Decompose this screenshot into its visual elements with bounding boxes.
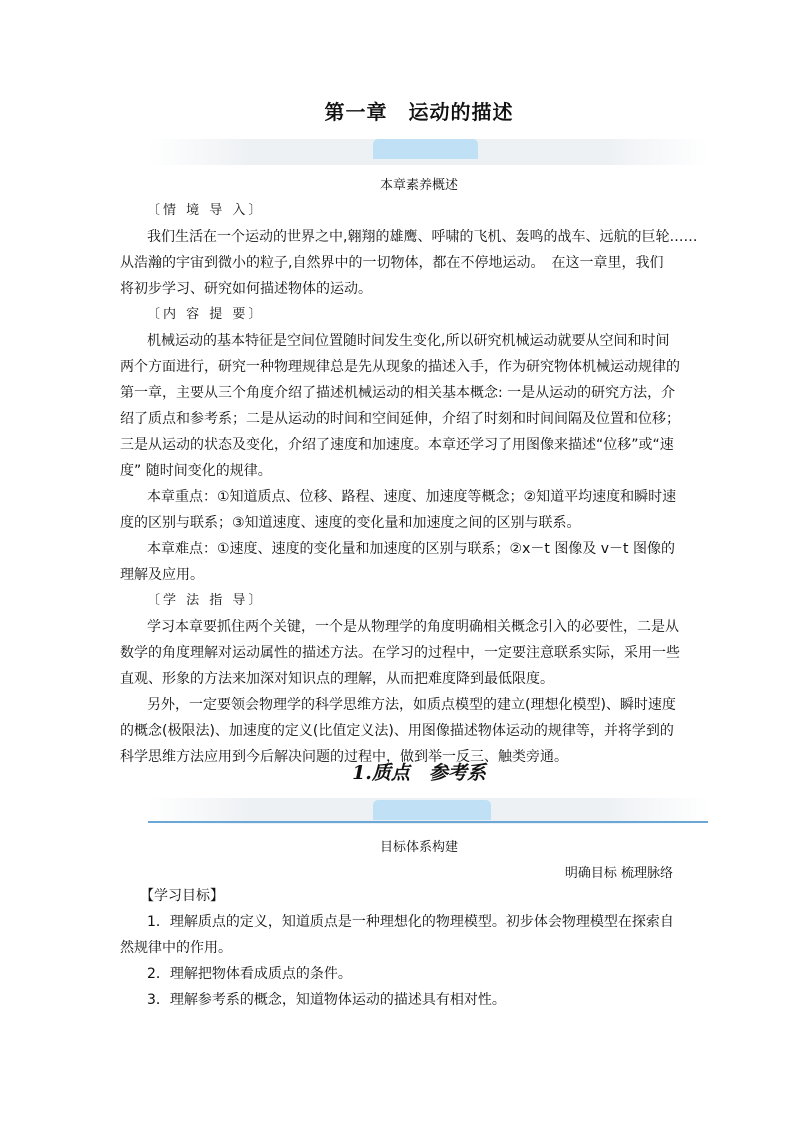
goals-body (120, 883, 676, 1013)
section-heading: 目标体系构建 (379, 840, 458, 855)
section-subtitle: 明确目标 梳理脉络 (564, 866, 673, 881)
content-line: 绍了质点和参考系；二是从运动的时间和空间延伸，介绍了时刻和时间间隔及位置和位移； (120, 411, 680, 427)
method-line: 直观、形象的方法来加深对知识点的理解，从而把难度降到最低限度。 (120, 671, 554, 687)
intro-label: 〔情 境 导 入〕 (147, 203, 265, 218)
intro-line: 从浩瀚的宇宙到微小的粒子,自然界中的一切物体，都在不停地运动。 在这一章里，我们 (120, 255, 664, 271)
section-band-tab (373, 800, 491, 820)
content-line: 度” 随时间变化的规律。 (120, 463, 272, 479)
goal-line: 然规律中的作用。 (120, 940, 232, 956)
content-line: 两个方面进行，研究一种物理规律总是先从现象的描述入手，作为研究物体机械运动规律的 (120, 359, 680, 375)
header-band (148, 139, 708, 165)
difficulties-line: 理解及应用。 (120, 567, 204, 583)
goal-line: 3．理解参考系的概念，知道物体运动的描述具有相对性。 (147, 992, 506, 1008)
goals-label: 【学习目标】 (140, 888, 224, 904)
extra-line: 的概念(极限法)、加速度的定义(比值定义法)、用图像描述物体运动的规律等，并将学到的 (120, 723, 674, 739)
method-line: 数学的角度理解对运动属性的描述方法。在学习的过程中，一定要注意联系实际，采用一些 (120, 645, 680, 661)
method-label: 〔学 法 指 导〕 (147, 593, 265, 608)
difficulties-line: 本章难点：①速度、速度的变化量和加速度的区别与联系；②x－t 图像及 v－t 图像的 (147, 541, 675, 557)
key-points-line: 度的区别与联系；③知道速度、速度的变化量和加速度之间的区别与联系。 (120, 515, 581, 531)
content-label: 〔内 容 提 要〕 (147, 307, 265, 322)
extra-line: 另外，一定要领会物理学的科学思维方法，如质点模型的建立(理想化模型)、瞬时速度 (147, 697, 676, 713)
intro-line: 我们生活在一个运动的世界之中,翱翔的雄鹰、呼啸的飞机、轰鸣的战车、远航的巨轮…… (147, 229, 698, 245)
extra-line: 科学思维方法应用到今后解决问题的过程中，做到举一反三、触类旁通。 (120, 749, 568, 765)
intro-line: 将初步学习、研究如何描述物体的运动。 (120, 281, 372, 297)
overview-heading: 本章素养概述 (379, 178, 458, 193)
content-line: 机械运动的基本特征是空间位置随时间发生变化,所以研究机械运动就要从空间和时间 (147, 333, 670, 349)
goal-line: 2．理解把物体看成质点的条件。 (147, 966, 352, 982)
chapter-title: 第一章 运动的描述 (324, 100, 514, 124)
content-line: 三是从运动的状态及变化，介绍了速度和加速度。本章还学习了用图像来描述“位移”或“速 (120, 437, 674, 453)
method-line: 学习本章要抓住两个关键，一个是从物理学的角度明确相关概念引入的必要性，二是从 (147, 619, 679, 635)
overview-body (120, 198, 698, 770)
content-line: 第一章，主要从三个角度介绍了描述机械运动的相关基本概念: 一是从运动的研究方法，介 (120, 385, 676, 401)
section-rule (148, 821, 708, 823)
section-title: 1.质点 参考系 (352, 762, 486, 784)
key-points-line: 本章重点：①知道质点、位移、路程、速度、加速度等概念；②知道平均速度和瞬时速 (147, 489, 677, 505)
goal-line: 1．理解质点的定义，知道质点是一种理想化的物理模型。初步体会物理模型在探索自 (147, 914, 674, 930)
header-band-tab (373, 139, 478, 159)
